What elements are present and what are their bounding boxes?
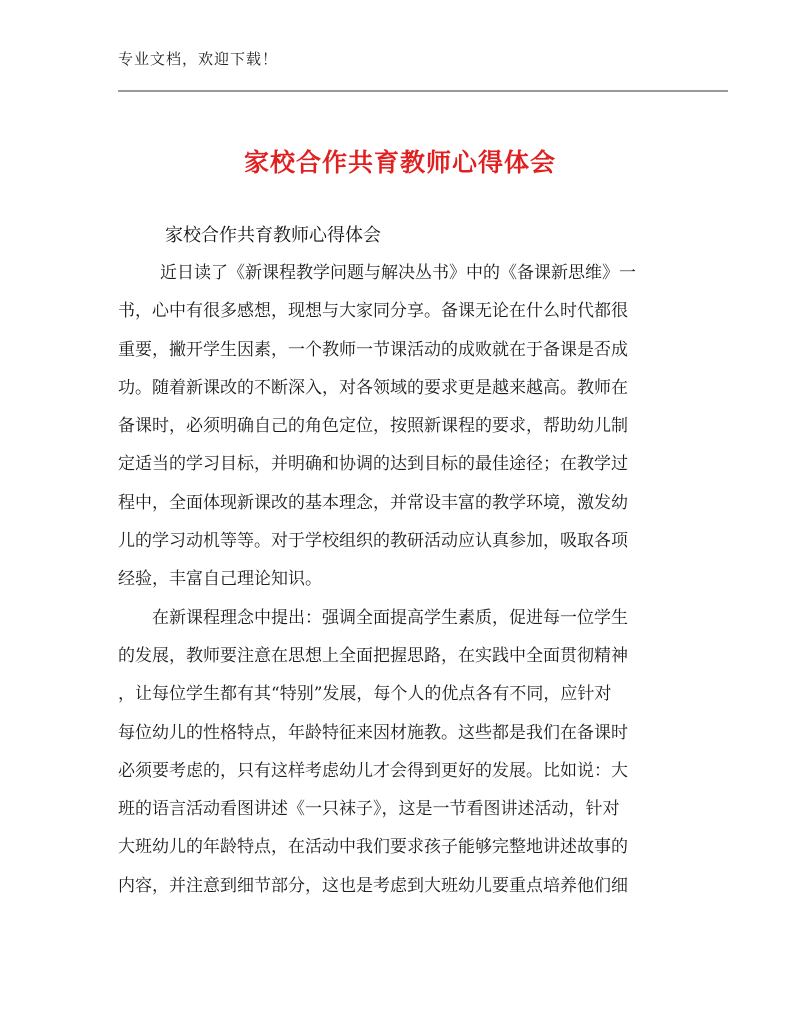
header-divider bbox=[118, 90, 728, 92]
paragraph-line: ，让每位学生都有其“特别”发展，每个人的优点各有不同，应针对 bbox=[118, 684, 612, 705]
paragraph-line: 程中，全面体现新课改的基本理念，并常设丰富的教学环境，激发幼 bbox=[118, 492, 628, 513]
paragraph-line: 儿的学习动机等等。对于学校组织的教研活动应认真参加，吸取各项 bbox=[118, 531, 628, 552]
paragraph-line: 大班幼儿的年龄特点，在活动中我们要求孩子能够完整地讲述故事的 bbox=[118, 837, 628, 858]
document-subtitle: 家校合作共育教师心得体会 bbox=[165, 225, 381, 246]
paragraph-2 bbox=[118, 599, 692, 905]
paragraph-line: 在新课程理念中提出：强调全面提高学生素质，促进每一位学生 bbox=[152, 607, 628, 628]
paragraph-line: 近日读了《新课程教学问题与解决丛书》中的《备课新思维》一 bbox=[160, 263, 636, 283]
paragraph-line: 重要，撇开学生因素，一个教师一节课活动的成败就在于备课是否成 bbox=[118, 339, 628, 360]
paragraph-line: 必须要考虑的，只有这样考虑幼儿才会得到更好的发展。比如说：大 bbox=[118, 760, 628, 781]
header-note: 专业文档，欢迎下载！ bbox=[118, 50, 279, 68]
paragraph-line: 书，心中有很多感想，现想与大家同分享。备课无论在什么时代都很 bbox=[118, 301, 628, 322]
paragraph-line: 内容，并注意到细节部分，这也是考虑到大班幼儿要重点培养他们细 bbox=[118, 875, 628, 896]
paragraph-1 bbox=[118, 254, 692, 599]
paragraph-line: 定适当的学习目标，并明确和协调的达到目标的最佳途径；在教学过 bbox=[118, 454, 628, 475]
paragraph-line: 每位幼儿的性格特点，年龄特征来因材施教。这些都是我们在备课时 bbox=[118, 722, 628, 743]
document-title: 家校合作共育教师心得体会 bbox=[243, 148, 556, 177]
paragraph-line: 经验，丰富自己理论知识。 bbox=[118, 569, 322, 590]
paragraph-line: 的发展，教师要注意在思想上全面把握思路，在实践中全面贯彻精神 bbox=[118, 645, 628, 666]
paragraph-line: 功。随着新课改的不断深入，对各领域的要求更是越来越高。教师在 bbox=[118, 377, 628, 398]
document-body bbox=[118, 254, 692, 905]
paragraph-line: 备课时，必须明确自己的角色定位，按照新课程的要求，帮助幼儿制 bbox=[118, 416, 628, 437]
paragraph-line: 班的语言活动看图讲述《一只袜子》，这是一节看图讲述活动，针对 bbox=[118, 799, 620, 820]
